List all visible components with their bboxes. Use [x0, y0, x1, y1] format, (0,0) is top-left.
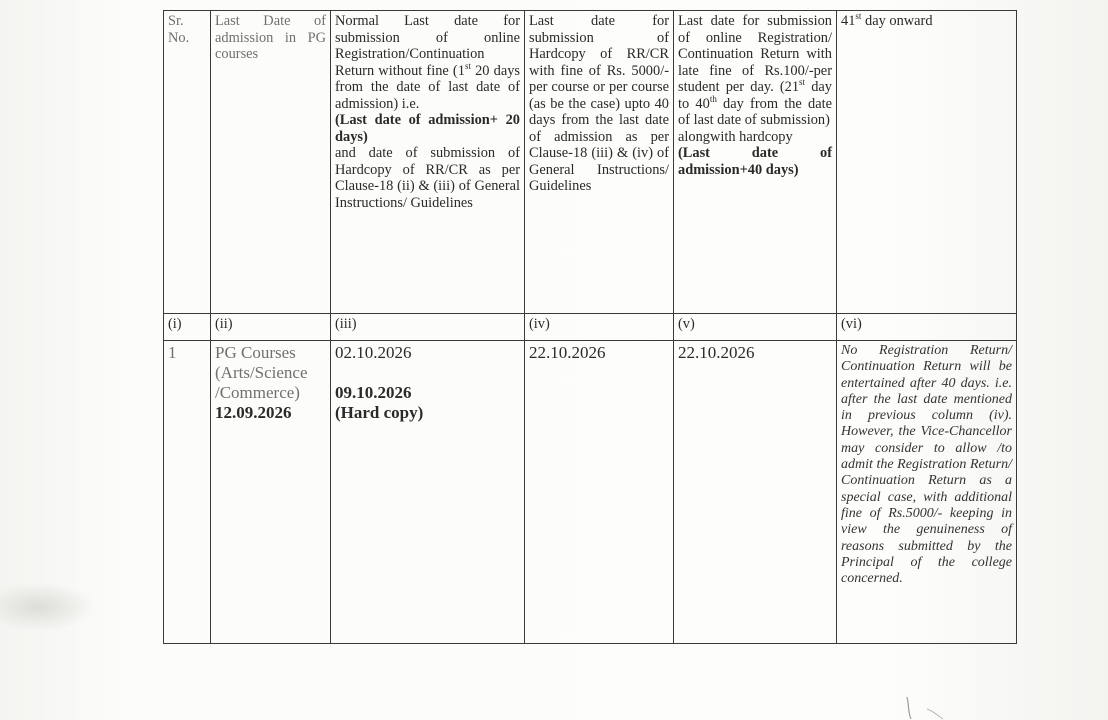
course-stream-1: (Arts/Science	[215, 363, 308, 382]
row-normal-date-cell	[331, 341, 525, 644]
scan-mark	[905, 695, 945, 720]
header-v-text-4: alongwith hardcopy	[678, 128, 793, 145]
registration-note: No Registration Return/ Continuation Return will be entertained after 40 days. i.e. after the last date mentioned in previous column (iv). However, the Vice-Chancellor may consider to allow /to admit the Registration Return/ Continuation Return as a special case, with additional fine of Rs.5000/- keeping in view the genuineness of reasons submitted by the Principal of the college concerned.	[841, 343, 1012, 587]
spacer	[335, 363, 520, 383]
course-name: PG Courses	[215, 343, 296, 362]
row-late-fine-date-cell	[674, 341, 837, 644]
header-v-text-3: day from the date of last date of submission)	[678, 95, 832, 128]
header-iii-sup: st	[464, 60, 471, 71]
header-v-sup-2: th	[709, 93, 717, 104]
header-last-date-admission: Last Date of admission in PG courses	[211, 11, 331, 314]
column-number: (iv)	[525, 314, 674, 341]
column-number: (iii)	[331, 314, 525, 341]
header-iii-text-2: 20 days from the date of last date of admission) i.e.	[335, 62, 521, 112]
admission-last-date: 12.09.2026	[215, 403, 292, 422]
header-iii-text-3: and date of submission of Hardcopy of RR/CR as per Clause-18 (ii) & (iii) of General Instructions/ Guidelines	[335, 145, 520, 211]
normal-last-date: 02.10.2026	[335, 343, 412, 362]
header-vi-text-2: day onward	[861, 13, 933, 29]
row-sr-no: 1	[164, 341, 211, 644]
scan-smudge	[0, 582, 95, 632]
row-note-cell	[837, 341, 1017, 644]
column-number: (ii)	[211, 314, 331, 341]
column-number: (i)	[164, 314, 211, 341]
pg-courses-row	[164, 341, 1017, 644]
header-late-fine	[674, 11, 837, 314]
fine-last-date: 22.10.2026	[529, 343, 606, 362]
late-fine-last-date: 22.10.2026	[678, 343, 755, 362]
column-number: (vi)	[837, 314, 1017, 341]
column-number-row	[164, 314, 1017, 341]
header-v-sup-1: st	[799, 77, 806, 88]
header-vi-text-1: 41	[841, 13, 856, 29]
header-vi-sup: st	[855, 11, 862, 22]
header-v-formula: (Last date of admission+40 days)	[678, 145, 832, 178]
column-number: (v)	[674, 314, 837, 341]
row-fine-date-cell	[525, 341, 674, 644]
header-iii-text-1: Normal Last date for submission of online Registration/Continuation Return without fine (1	[335, 13, 520, 79]
admission-schedule-table	[163, 10, 1017, 644]
row-course-cell	[211, 341, 331, 644]
hardcopy-label: (Hard copy)	[335, 403, 424, 422]
hardcopy-date: 09.10.2026	[335, 383, 412, 402]
header-normal-last-date	[331, 11, 525, 314]
header-row	[164, 11, 1017, 314]
header-hardcopy-fine: Last date for submission of Hardcopy of RR/CR with fine of Rs. 5000/- per course or per course (as be the case) upto 40 days from the last date of admission as per Clause-18 (iii) & (iv) of General Instructions/ Guidelines	[525, 11, 674, 314]
course-stream-2: /Commerce)	[215, 383, 300, 402]
header-iii-formula: (Last date of admission+ 20 days)	[335, 112, 520, 145]
header-sr-no: Sr. No.	[164, 11, 211, 314]
header-41st-day-onward	[837, 11, 1017, 314]
header-v-text-2: day to 40	[678, 79, 832, 112]
header-v-text-1: Last date for submission of online Registration/ Continuation Return with late fine of Rs.100/-per student per day. (21	[678, 13, 832, 95]
